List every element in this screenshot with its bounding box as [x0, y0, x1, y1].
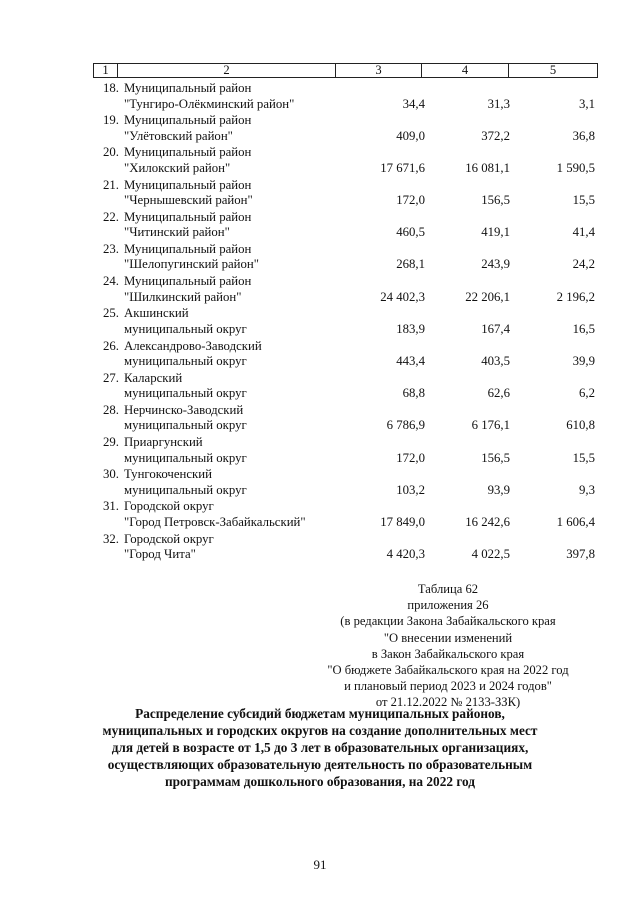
- table-row: [93, 112, 597, 144]
- table-row: [93, 434, 597, 466]
- row-value-col4: 243,9: [481, 257, 510, 272]
- row-name-line1: Каларский: [124, 370, 183, 385]
- row-number: 19.: [103, 113, 119, 128]
- row-value-col4: 167,4: [481, 321, 510, 336]
- row-value-col5: 36,8: [572, 128, 595, 143]
- row-value-col5: 610,8: [566, 418, 595, 433]
- row-name-line1: Городской округ: [124, 531, 214, 546]
- row-number: 32.: [103, 531, 119, 546]
- table-row: [93, 177, 597, 209]
- row-value-col4: 156,5: [481, 450, 510, 465]
- caption-line: Таблица 62: [417, 582, 479, 596]
- row-name-line1: Нерчинско-Заводский: [124, 402, 244, 417]
- row-name-line2: "Шилкинский район": [124, 289, 242, 304]
- table-row: [93, 370, 597, 402]
- caption-line: и плановый период 2023 и 2024 годов": [344, 679, 552, 694]
- table-header: [93, 63, 598, 78]
- row-value-col3: 443,4: [396, 354, 425, 368]
- row-name-line2: "Шелопугинский район": [124, 257, 259, 272]
- row-number: 20.: [103, 145, 119, 160]
- table-row: [93, 338, 597, 370]
- table-row: [93, 466, 597, 498]
- row-value-col5: 1 590,5: [556, 160, 595, 175]
- row-name-line1: Тунгокоченский: [124, 467, 212, 482]
- row-value-col5: 15,5: [572, 193, 595, 208]
- row-name-line1: Муниципальный район: [124, 209, 252, 224]
- row-name-line1: Муниципальный район: [124, 241, 252, 256]
- row-value-col3: 103,2: [396, 482, 425, 497]
- table-row: [93, 402, 597, 434]
- table-row: [93, 498, 597, 530]
- row-number: 21.: [103, 177, 119, 192]
- row-value-col4: 419,1: [481, 225, 510, 240]
- row-value-col4: 16 081,1: [465, 160, 510, 175]
- row-name-line2: "Читинский район": [124, 225, 230, 240]
- row-name-line2: муниципальный округ: [124, 418, 247, 433]
- caption-line: приложения 26: [407, 598, 489, 613]
- row-name-line2: муниципальный округ: [124, 354, 247, 368]
- row-number: 30.: [103, 467, 119, 482]
- row-number: 31.: [103, 499, 119, 514]
- row-name-line2: муниципальный округ: [124, 321, 247, 336]
- row-value-col3: 409,0: [396, 128, 425, 143]
- table-row: [93, 305, 597, 337]
- table-body: [93, 80, 597, 563]
- row-value-col3: 172,0: [396, 193, 425, 208]
- column-number-1: 1: [94, 64, 118, 78]
- row-name-line2: "Хилокский район": [124, 160, 231, 175]
- row-value-col3: 460,5: [396, 225, 425, 240]
- row-value-col5: 1 606,4: [556, 514, 595, 529]
- row-name-line2: "Город Чита": [124, 547, 196, 562]
- row-number: 29.: [103, 435, 119, 450]
- title-line: программам дошкольного образования, на 2022 год: [164, 774, 476, 789]
- row-value-col5: 16,5: [572, 321, 595, 336]
- row-value-col3: 183,9: [396, 321, 425, 336]
- row-value-col3: 6 786,9: [386, 418, 425, 433]
- table-row: [93, 241, 597, 273]
- row-value-col3: 268,1: [396, 257, 425, 272]
- row-name-line1: Городской округ: [124, 499, 214, 514]
- row-number: 28.: [103, 402, 119, 417]
- column-number-4: 4: [422, 64, 509, 78]
- column-number-2: 2: [118, 64, 336, 78]
- row-value-col3: 17 671,6: [380, 160, 425, 175]
- row-value-col4: 156,5: [481, 193, 510, 208]
- row-value-col3: 17 849,0: [380, 514, 425, 529]
- caption-line: "О бюджете Забайкальского края на 2022 год: [327, 663, 569, 678]
- row-value-col4: 31,3: [487, 96, 510, 111]
- row-value-col5: 24,2: [572, 257, 595, 272]
- table-row: [93, 80, 597, 112]
- row-value-col4: 403,5: [481, 354, 510, 368]
- row-name-line2: "Город Петровск-Забайкальский": [124, 514, 306, 529]
- table-row: [93, 209, 597, 241]
- row-value-col3: 4 420,3: [386, 547, 425, 562]
- table-row: [93, 531, 597, 563]
- row-value-col4: 4 022,5: [471, 547, 510, 562]
- table-row: [93, 144, 597, 176]
- row-number: 18.: [103, 81, 119, 95]
- row-number: 25.: [103, 306, 119, 321]
- row-value-col5: 397,8: [566, 547, 595, 562]
- row-number: 26.: [103, 338, 119, 353]
- row-value-col4: 22 206,1: [465, 289, 510, 304]
- row-value-col3: 24 402,3: [380, 289, 425, 304]
- row-value-col5: 3,1: [579, 96, 595, 111]
- title-line: муниципальных и городских округов на создание дополнительных мест: [102, 723, 538, 738]
- row-name-line2: муниципальный округ: [124, 386, 247, 401]
- row-name-line2: "Тунгиро-Олёкминский район": [124, 96, 295, 111]
- row-name-line1: Муниципальный район: [124, 81, 252, 95]
- row-name-line1: Акшинский: [124, 306, 189, 321]
- caption-line: от 21.12.2022 № 2133-ЗЗК): [375, 695, 521, 710]
- row-value-col3: 34,4: [402, 96, 425, 111]
- column-number-row: [94, 64, 598, 78]
- row-value-col3: 172,0: [396, 450, 425, 465]
- row-value-col3: 68,8: [402, 386, 425, 401]
- title-line: Распределение субсидий бюджетам муниципальных районов,: [135, 706, 505, 721]
- row-name-line2: муниципальный округ: [124, 450, 247, 465]
- caption-line: в Закон Забайкальского края: [371, 646, 525, 661]
- row-name-line1: Муниципальный район: [124, 145, 252, 160]
- row-value-col5: 2 196,2: [556, 289, 595, 304]
- row-value-col5: 15,5: [572, 450, 595, 465]
- row-name-line1: Муниципальный район: [124, 113, 252, 128]
- row-number: 22.: [103, 209, 119, 224]
- title-line: для детей в возрасте от 1,5 до 3 лет в образовательных организациях,: [111, 740, 529, 755]
- row-value-col4: 93,9: [487, 482, 510, 497]
- caption-line: (в редакции Закона Забайкальского края: [340, 614, 556, 629]
- row-value-col4: 372,2: [481, 128, 510, 143]
- row-name-line1: Муниципальный район: [124, 177, 252, 192]
- page-number: 91: [313, 857, 327, 872]
- row-value-col5: 9,3: [579, 482, 595, 497]
- row-number: 24.: [103, 274, 119, 289]
- document-title: [80, 705, 560, 790]
- row-name-line1: Александрово-Заводский: [124, 338, 262, 353]
- row-value-col5: 39,9: [572, 354, 595, 368]
- row-name-line1: Муниципальный район: [124, 274, 252, 289]
- column-number-5: 5: [509, 64, 598, 78]
- row-value-col5: 6,2: [579, 386, 595, 401]
- row-number: 23.: [103, 241, 119, 256]
- row-name-line2: муниципальный округ: [124, 482, 247, 497]
- row-value-col4: 62,6: [487, 386, 510, 401]
- row-value-col4: 6 176,1: [471, 418, 510, 433]
- row-name-line1: Приаргунский: [124, 435, 203, 450]
- table-row: [93, 273, 597, 305]
- row-name-line2: "Улётовский район": [124, 128, 233, 143]
- table-caption: [298, 581, 598, 711]
- column-number-3: 3: [336, 64, 422, 78]
- title-line: осуществляющих образовательную деятельность по образовательным: [107, 757, 533, 772]
- row-value-col5: 41,4: [572, 225, 595, 240]
- row-value-col4: 16 242,6: [465, 514, 510, 529]
- caption-line: "О внесении изменений: [383, 630, 513, 645]
- row-number: 27.: [103, 370, 119, 385]
- row-name-line2: "Чернышевский район": [124, 193, 253, 208]
